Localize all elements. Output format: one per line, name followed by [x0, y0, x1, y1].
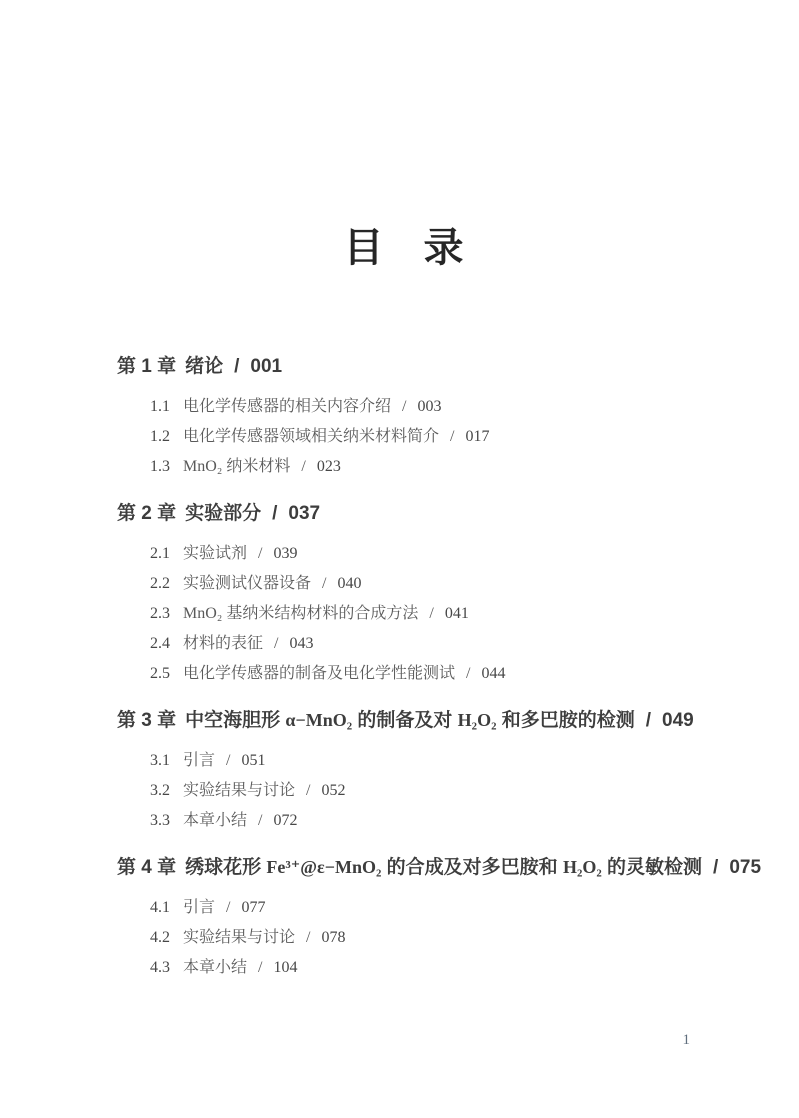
- item-title: MnO₂ 基纳米结构材料的合成方法: [183, 605, 419, 622]
- chapter-title: 中空海胆形: [185, 710, 286, 731]
- chapter-title-latin: H₂O₂: [457, 710, 497, 730]
- item-title: 实验结果与讨论: [183, 782, 296, 799]
- chapter-number-label: 第 2 章: [117, 503, 177, 524]
- chapter-heading: [117, 351, 690, 382]
- item-number: 2.1: [150, 545, 170, 562]
- item-page-number: 044: [481, 665, 506, 682]
- item-number: 1.3: [150, 458, 170, 475]
- slash-separator: /: [258, 812, 263, 829]
- item-number: 2.4: [150, 635, 170, 652]
- slash-separator: /: [306, 782, 311, 799]
- slash-separator: /: [466, 665, 471, 682]
- item-page-number: 078: [321, 929, 346, 946]
- toc-item: [150, 659, 690, 689]
- slash-separator: /: [450, 428, 455, 445]
- slash-separator: /: [301, 458, 306, 475]
- item-page-number: 017: [465, 428, 490, 445]
- chapter-number-label: 第 1 章: [117, 356, 177, 377]
- slash-separator: /: [226, 899, 231, 916]
- item-page-number: 072: [273, 812, 298, 829]
- item-number: 3.1: [150, 752, 170, 769]
- item-page-number: 104: [273, 959, 298, 976]
- item-title: 实验结果与讨论: [183, 929, 296, 946]
- slash-separator: /: [322, 575, 327, 592]
- chapter-heading: [117, 705, 694, 736]
- toc-chapter-1: [117, 351, 690, 482]
- slash-separator: /: [272, 503, 278, 524]
- slash-separator: /: [713, 857, 719, 878]
- chapter-number-label: 第 3 章: [117, 710, 177, 731]
- item-title: MnO₂ 纳米材料: [183, 458, 291, 475]
- page-number-folio: 1: [682, 1032, 690, 1048]
- chapter-page-number: 075: [729, 857, 762, 878]
- chapter-title: 和多巴胺的检测: [496, 710, 635, 731]
- item-title: 引言: [183, 899, 216, 916]
- slash-separator: /: [258, 959, 263, 976]
- chapter-title: 绣球花形: [185, 857, 267, 878]
- item-number: 4.1: [150, 899, 170, 916]
- toc-item: [150, 629, 690, 659]
- toc-item: [150, 392, 690, 422]
- toc-item: [150, 422, 690, 452]
- slash-separator: /: [306, 929, 311, 946]
- item-title: 实验试剂: [183, 545, 248, 562]
- item-page-number: 051: [241, 752, 266, 769]
- item-number: 2.2: [150, 575, 170, 592]
- chapter-heading: [117, 498, 690, 529]
- item-number: 1.2: [150, 428, 170, 445]
- item-title: 本章小结: [183, 959, 248, 976]
- toc-chapter-4: [117, 852, 762, 983]
- item-title: 实验测试仪器设备: [183, 575, 312, 592]
- item-title: 本章小结: [183, 812, 248, 829]
- item-number: 2.3: [150, 605, 170, 622]
- item-number: 3.2: [150, 782, 170, 799]
- item-title: 电化学传感器领域相关纳米材料简介: [183, 428, 440, 445]
- chapter-title-latin: α−MnO₂: [285, 710, 353, 730]
- chapter-items: [117, 893, 690, 983]
- chapter-title-latin: Fe³⁺@ε−MnO₂: [266, 857, 382, 877]
- toc-item: [150, 599, 690, 629]
- item-number: 4.3: [150, 959, 170, 976]
- chapter-page-number: 001: [250, 356, 283, 377]
- slash-separator: /: [258, 545, 263, 562]
- item-page-number: 077: [241, 899, 266, 916]
- item-number: 4.2: [150, 929, 170, 946]
- chapter-title: 的制备及对: [352, 710, 458, 731]
- item-page-number: 023: [316, 458, 341, 475]
- item-title: 引言: [183, 752, 216, 769]
- toc-item: [150, 539, 690, 569]
- chapter-items: [117, 392, 690, 482]
- slash-separator: /: [429, 605, 434, 622]
- text-block: [117, 0, 762, 983]
- item-title: 电化学传感器的相关内容介绍: [183, 398, 392, 415]
- chapter-title: 绪论: [185, 356, 224, 377]
- item-number: 2.5: [150, 665, 170, 682]
- chapter-items: [117, 746, 690, 836]
- chapter-title-latin: H₂O₂: [562, 857, 602, 877]
- toc-item: [150, 893, 690, 923]
- chapter-items: [117, 539, 690, 689]
- slash-separator: /: [402, 398, 407, 415]
- toc-item: [150, 776, 690, 806]
- chapter-title: 的灵敏检测: [601, 857, 703, 878]
- chapter-title: 的合成及对多巴胺和: [381, 857, 563, 878]
- toc-item: [150, 452, 690, 482]
- toc-item: [150, 923, 690, 953]
- chapter-number-label: 第 4 章: [117, 857, 177, 878]
- page-title: 目 录: [343, 225, 464, 270]
- item-number: 3.3: [150, 812, 170, 829]
- slash-separator: /: [226, 752, 231, 769]
- slash-separator: /: [274, 635, 279, 652]
- item-title: 材料的表征: [183, 635, 264, 652]
- toc-item: [150, 806, 690, 836]
- item-page-number: 040: [337, 575, 362, 592]
- chapter-page-number: 037: [288, 503, 321, 524]
- toc-chapter-2: [117, 498, 690, 689]
- item-page-number: 052: [321, 782, 346, 799]
- toc-item: [150, 569, 690, 599]
- toc-item: [150, 746, 690, 776]
- table-of-contents: [117, 268, 762, 983]
- chapter-page-number: 049: [662, 710, 694, 731]
- slash-separator: /: [234, 356, 240, 377]
- item-page-number: 043: [289, 635, 314, 652]
- chapter-title: 实验部分: [185, 503, 262, 524]
- chapter-heading: [117, 852, 762, 883]
- item-title: 电化学传感器的制备及电化学性能测试: [183, 665, 456, 682]
- item-page-number: 003: [417, 398, 442, 415]
- item-page-number: 041: [444, 605, 469, 622]
- item-number: 1.1: [150, 398, 170, 415]
- toc-chapter-3: [117, 705, 694, 836]
- toc-item: [150, 953, 690, 983]
- slash-separator: /: [645, 710, 652, 731]
- item-page-number: 039: [273, 545, 298, 562]
